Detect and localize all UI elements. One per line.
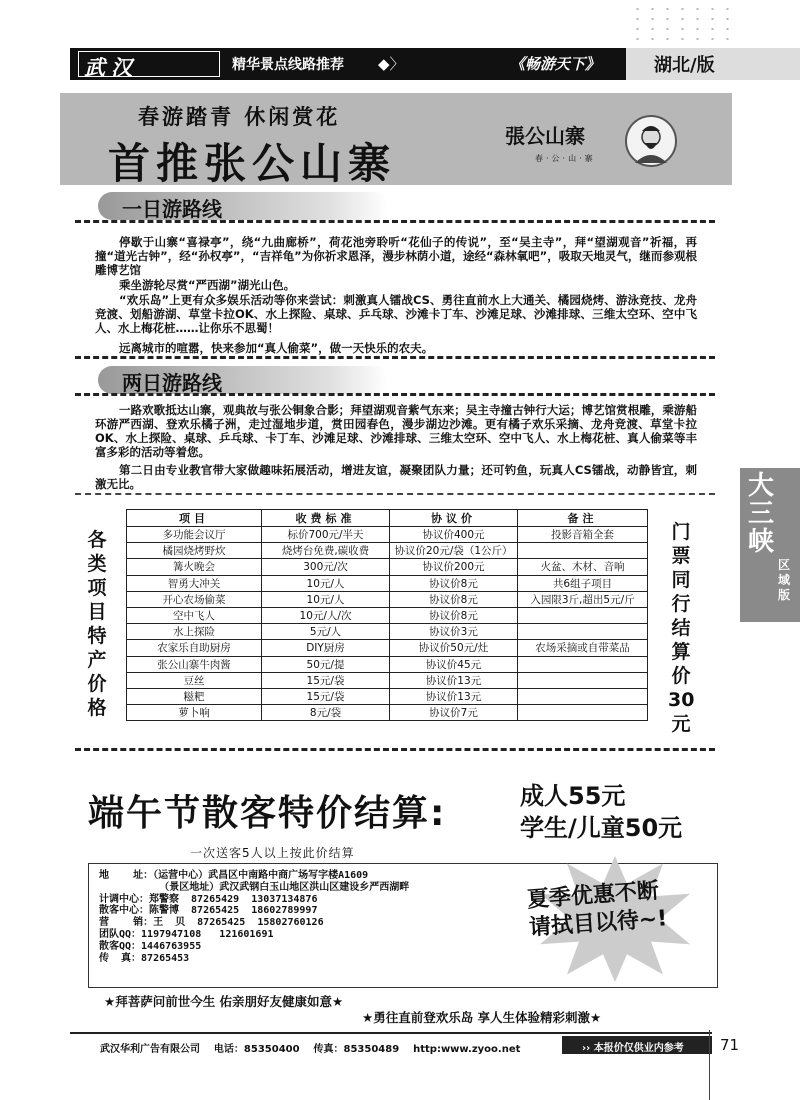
decorative-dots [630, 4, 730, 46]
contact-line: 传 真：87265453 [99, 952, 190, 964]
label-char: 各 [87, 529, 107, 551]
footer [70, 1032, 712, 1054]
promo-title: 端午节散客特价结算: [88, 793, 447, 834]
summer-line2: 请拭目以待~! [528, 906, 669, 941]
table-row [127, 591, 648, 607]
label-char: 格 [87, 697, 107, 719]
table-row [127, 575, 648, 591]
side-tab-char: 版 [778, 588, 791, 602]
table-cell: 共6组子项目 [518, 575, 648, 591]
left-vertical-label [84, 528, 110, 720]
table-header-cell: 收费标准 [262, 510, 390, 527]
label-char: 价 [671, 665, 691, 687]
header-city: 武汉 [84, 55, 138, 80]
table-cell: 糍粑 [127, 688, 262, 704]
table-row [127, 656, 648, 672]
side-tab-char: 域 [778, 573, 791, 587]
table-cell: 协议价8元 [390, 607, 518, 623]
contact-line: 地 址：（运营中心）武昌区中南路中商广场写字楼A1609 [99, 870, 369, 881]
table-cell: DIY厨房 [262, 640, 390, 656]
zhanggong-logo [505, 115, 685, 171]
arrow-icon: ›› [582, 1043, 594, 1054]
table-header-cell: 备注 [518, 510, 648, 527]
table-cell: 协议价13元 [390, 688, 518, 704]
table-cell: 300元/次 [262, 559, 390, 575]
table-header-cell: 协议价 [390, 510, 518, 527]
table-cell: 10元/人 [262, 575, 390, 591]
table-cell: 萝卜响 [127, 705, 262, 721]
table-row [127, 624, 648, 640]
table-cell: 豆丝 [127, 672, 262, 688]
table-cell: 协议价400元 [390, 527, 518, 543]
table-cell [518, 543, 648, 559]
header-arrow-icon: ◆〉 [378, 55, 405, 73]
side-tab-char: 三 [747, 499, 774, 529]
table-cell: 张公山寨牛肉酱 [127, 656, 262, 672]
table-cell: 协议价200元 [390, 559, 518, 575]
table-cell: 篝火晚会 [127, 559, 262, 575]
summer-promo [510, 860, 710, 978]
adult-price: 成人55元 [520, 782, 626, 810]
edition-label: 湖北/版 [622, 48, 800, 80]
table-cell [518, 624, 648, 640]
table-cell: 火盆、木材、音响 [518, 559, 648, 575]
side-tab-char: 大 [747, 471, 774, 501]
divider [75, 220, 715, 223]
table-cell: 空中飞人 [127, 607, 262, 623]
day1-paragraph: 乘坐游轮尽赏“严西湖”湖光山色。 [119, 278, 296, 292]
divider [75, 356, 715, 359]
table-cell: 10元/人/次 [262, 607, 390, 623]
table-cell [518, 672, 648, 688]
table-cell: 投影音箱全套 [518, 527, 648, 543]
slogan-2: ★勇往直前登欢乐岛 享人生体验精彩刺激★ [362, 1010, 602, 1025]
side-tab-char: 区 [778, 558, 791, 572]
table-row [127, 559, 648, 575]
table-cell: 协议价8元 [390, 591, 518, 607]
table-cell: 5元/人 [262, 624, 390, 640]
table-cell: 水上探险 [127, 624, 262, 640]
day2-text [95, 403, 697, 492]
table-cell [518, 656, 648, 672]
page-rule [709, 1030, 710, 1100]
table-cell: 智勇大冲关 [127, 575, 262, 591]
table-cell: 15元/袋 [262, 672, 390, 688]
table-row [127, 705, 648, 721]
label-char: 30 [668, 689, 695, 711]
label-char: 元 [671, 713, 691, 735]
portrait-icon [625, 115, 677, 167]
label-char: 价 [87, 673, 107, 695]
table-cell: 协议价45元 [390, 656, 518, 672]
table-header-cell: 项目 [127, 510, 262, 527]
contact-line: 营 销：王 贝 87265425 15802760126 [99, 917, 324, 929]
contact-line: 散客中心：陈警博 87265425 18602789997 [99, 905, 318, 917]
table-row [127, 607, 648, 623]
promo-note: 一次送客5人以上按此价结算 [190, 846, 355, 860]
slogan-1: ★拜菩萨问前世今生 佑亲朋好友健康如意★ [104, 994, 344, 1009]
table-row [127, 672, 648, 688]
summer-text [526, 877, 668, 943]
table-row [127, 527, 648, 543]
contact-line: 团队QQ：1197947108 121601691 [99, 928, 274, 940]
day1-paragraph: 停歇于山寨“喜禄亭”，绕“九曲廊桥”，荷花池旁聆听“花仙子的传说”，至“吴主寺”，拜“望湖观音”祈福，再撞“道光古钟”，经“孙权亭”，“吉祥龟”为你祈求恩泽，漫步林荫小道，途经“森林氧吧”，吸取天地灵气，继而参观根雕博艺馆 [95, 235, 697, 277]
day2-paragraph: 第二日由专业教官带大家做趣味拓展活动，增进友谊，凝聚团队力量；还可钓鱼，玩真人CS镭战，动静皆宜，刺激无比。 [95, 463, 697, 491]
page-number: 71 [720, 1036, 740, 1054]
table-cell: 农场采摘或自带菜品 [518, 640, 648, 656]
logo-text: 張公山寨 [505, 124, 585, 148]
day1-title: 一日游路线 [98, 192, 388, 220]
label-char: 项 [87, 577, 107, 599]
table-cell: 协议价8元 [390, 575, 518, 591]
table-cell: 标价700元/半天 [262, 527, 390, 543]
table-cell [518, 705, 648, 721]
footer-info: 武汉华利广告有限公司 电话：85350400 传真：85350489 http:www.zyoo.net [100, 1044, 521, 1055]
child-price: 学生/儿童50元 [520, 814, 683, 842]
label-char: 特 [87, 625, 107, 647]
contact-line: 散客QQ：1446763955 [99, 940, 202, 952]
table-row [127, 688, 648, 704]
contact-line: 计调中心：郑警察 87265429 13037134876 [99, 893, 318, 905]
label-char: 目 [87, 601, 107, 623]
table-cell: 15元/袋 [262, 688, 390, 704]
side-tab-subtitle [778, 558, 794, 603]
table-cell [518, 688, 648, 704]
table-cell: 农家乐自助厨房 [127, 640, 262, 656]
divider [75, 493, 715, 495]
side-tab [740, 468, 800, 622]
summer-line1: 夏季优惠不断 [526, 878, 660, 913]
contact-info [99, 870, 409, 964]
label-char: 行 [671, 593, 691, 615]
logo-subtext: 春·公·山·寨 [535, 154, 596, 163]
label-char: 类 [87, 553, 107, 575]
header-subtitle: 精华景点线路推荐 [232, 57, 344, 73]
table-cell [518, 607, 648, 623]
table-cell: 入园限3斤,超出5元/斤 [518, 591, 648, 607]
day2-paragraph: 一路欢歌抵达山寨，观典故与张公铜象合影；拜望湖观音紫气东来；吴主寺撞古钟行大运；博艺馆赏根雕，乘游船环游严西湖、登欢乐橘子洲，走过湿地步道，赏田园春色，漫步湖边沙滩。更有橘子欢乐采摘、龙舟竞渡、草堂卡拉OK、水上探险、桌球、乒乓球、卡丁车、沙滩足球、沙滩排球、三维太空环、空中飞人、水上梅花桩、真人偷菜等丰富多彩的活动等着您。 [95, 403, 697, 459]
table-cell: 8元/袋 [262, 705, 390, 721]
day2-title: 两日游路线 [98, 366, 388, 394]
table-cell: 协议价7元 [390, 705, 518, 721]
price-table-wrap [126, 509, 648, 721]
magazine-name: 《畅游天下》 [510, 55, 601, 73]
label-char: 产 [87, 649, 107, 671]
table-cell: 协议价50元/灶 [390, 640, 518, 656]
side-tab-title [744, 472, 778, 556]
label-char: 票 [671, 545, 691, 567]
table-cell: 10元/人 [262, 591, 390, 607]
divider [75, 393, 715, 396]
promo-prices [520, 780, 682, 844]
right-vertical-label [668, 520, 694, 736]
footer-note [562, 1036, 712, 1054]
table-cell: 50元/提 [262, 656, 390, 672]
label-char: 结 [671, 617, 691, 639]
header-bar [70, 48, 800, 80]
day1-text [95, 235, 697, 356]
table-row [127, 640, 648, 656]
divider [75, 748, 715, 751]
banner [60, 93, 732, 188]
table-cell: 烧烤台免费,碳收费 [262, 543, 390, 559]
banner-tagline: 春游踏青 休闲赏花 [138, 104, 341, 129]
footer-note-text: 本报价仅供业内参考 [593, 1043, 684, 1054]
table-cell: 橘园烧烤野炊 [127, 543, 262, 559]
table-row [127, 543, 648, 559]
table-cell: 开心农场偷菜 [127, 591, 262, 607]
label-char: 门 [671, 521, 691, 543]
label-char: 算 [671, 641, 691, 663]
table-cell: 协议价3元 [390, 624, 518, 640]
side-tab-char: 峡 [747, 527, 774, 557]
table-cell: 多功能会议厅 [127, 527, 262, 543]
table-cell: 协议价20元/袋（1公斤） [390, 543, 518, 559]
table-cell: 协议价13元 [390, 672, 518, 688]
label-char: 同 [671, 569, 691, 591]
day1-paragraph: 远离城市的喧嚣，快来参加“真人偷菜”，做一天快乐的农夫。 [119, 341, 434, 355]
price-table [126, 509, 648, 721]
contact-line: （景区地址）武汉武钢白玉山地区洪山区建设乡严西湖畔 [99, 881, 410, 893]
banner-title: 首推张公山寨 [108, 139, 397, 188]
day1-paragraph: “欢乐岛”上更有众多娱乐活动等你来尝试：刺激真人镭战CS、勇往直前水上大通关、橘园烧烤、游泳竞技、龙舟竞渡、划船游湖、草堂卡拉OK、水上探险、桌球、乒乓球、沙滩卡丁车、沙滩足球、沙滩排球、三维太空环、空中飞人、水上梅花桩……让你乐不思蜀！ [95, 293, 697, 335]
